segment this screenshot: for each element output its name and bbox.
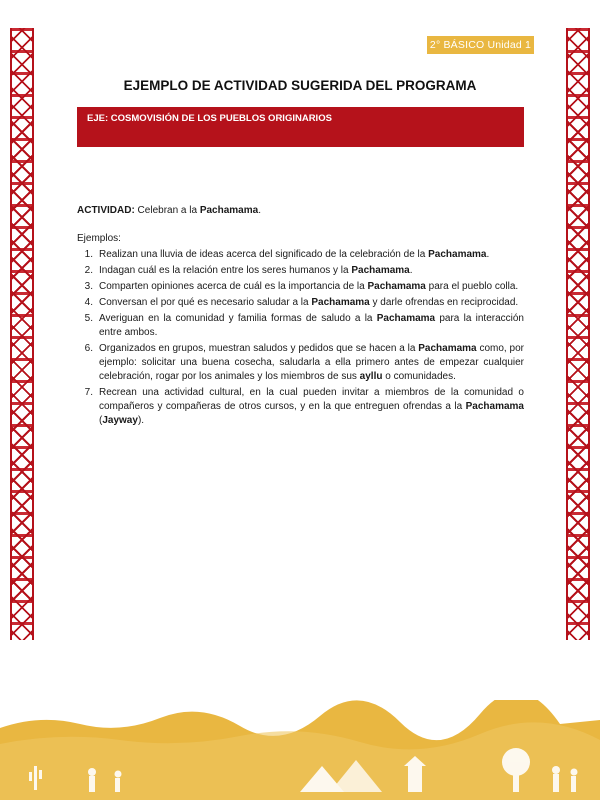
example-text: Realizan una lluvia de ideas acerca del significado de la celebración de la bbox=[99, 249, 429, 260]
example-highlight: Pachamama bbox=[376, 313, 436, 324]
example-highlight: Pachamama bbox=[351, 265, 410, 276]
example-highlight: Pachamama bbox=[418, 343, 477, 354]
eje-banner bbox=[77, 107, 524, 147]
example-text: ). bbox=[137, 415, 145, 426]
activity-highlight: Pachamama bbox=[199, 205, 259, 216]
decorative-border-right bbox=[566, 28, 590, 640]
example-highlight: Pachamama bbox=[311, 297, 370, 308]
examples-list bbox=[77, 248, 524, 428]
footer-decoration bbox=[0, 700, 600, 800]
example-highlight: Jayway bbox=[102, 415, 138, 426]
example-text: para la interacción entre ambos. bbox=[99, 313, 524, 338]
example-item bbox=[77, 312, 524, 340]
example-highlight: ayllu bbox=[359, 371, 383, 382]
example-text: . bbox=[486, 249, 490, 260]
activity-label: ACTIVIDAD: bbox=[77, 205, 135, 216]
example-number: 2. bbox=[84, 265, 93, 276]
example-highlight: Pachamama bbox=[367, 281, 426, 292]
example-highlight: Pachamama bbox=[465, 401, 524, 412]
example-text: y darle ofrendas en reciprocidad. bbox=[369, 297, 519, 308]
example-item bbox=[77, 264, 524, 278]
example-text: Conversan el por qué es necesario saludar a la bbox=[99, 297, 312, 308]
eje-label: EJE: COSMOVISIÓN DE LOS PUEBLOS ORIGINARIOS bbox=[87, 113, 332, 124]
activity-line bbox=[77, 204, 524, 218]
example-number: 3. bbox=[84, 281, 93, 292]
example-text: o comunidades. bbox=[382, 371, 456, 382]
example-item bbox=[77, 386, 524, 428]
example-number: 1. bbox=[84, 249, 93, 260]
example-text: Recrean una actividad cultural, en la cual pueden invitar a miembros de la comunidad o compañeros y compañeras de otros cursos, y en la que entreguen ofrendas a la bbox=[99, 387, 524, 412]
activity-content bbox=[77, 204, 524, 430]
activity-text: Celebran a la bbox=[134, 205, 200, 216]
example-number: 4. bbox=[84, 297, 93, 308]
example-text: como, por ejemplo: solicitar una buena cosecha, saludarla a ella primero antes de empezar cualquier celebración, rogar por los animales y los miembros de sus bbox=[99, 343, 524, 382]
example-text: Indagan cuál es la relación entre los seres humanos y la bbox=[99, 265, 352, 276]
example-number: 5. bbox=[84, 313, 93, 324]
page-title: EJEMPLO DE ACTIVIDAD SUGERIDA DEL PROGRAMA bbox=[123, 78, 477, 93]
example-number: 6. bbox=[84, 343, 93, 354]
example-highlight: Pachamama bbox=[428, 249, 487, 260]
example-text: para el pueblo colla. bbox=[425, 281, 519, 292]
example-item bbox=[77, 296, 524, 310]
example-text: ( bbox=[99, 415, 103, 426]
example-number: 7. bbox=[84, 387, 93, 398]
example-item bbox=[77, 280, 524, 294]
example-text: . bbox=[409, 265, 413, 276]
activity-text-end: . bbox=[258, 205, 261, 216]
example-text: Comparten opiniones acerca de cuál es la importancia de la bbox=[99, 281, 368, 292]
example-text: Organizados en grupos, muestran saludos y pedidos que se hacen a la bbox=[99, 343, 419, 354]
examples-label: Ejemplos: bbox=[77, 233, 121, 244]
unit-badge: 2° BÁSICO Unidad 1 bbox=[427, 36, 534, 54]
example-item bbox=[77, 342, 524, 384]
example-item bbox=[77, 248, 524, 262]
decorative-border-left bbox=[10, 28, 34, 640]
example-text: Averiguan en la comunidad y familia formas de saludo a la bbox=[99, 313, 377, 324]
